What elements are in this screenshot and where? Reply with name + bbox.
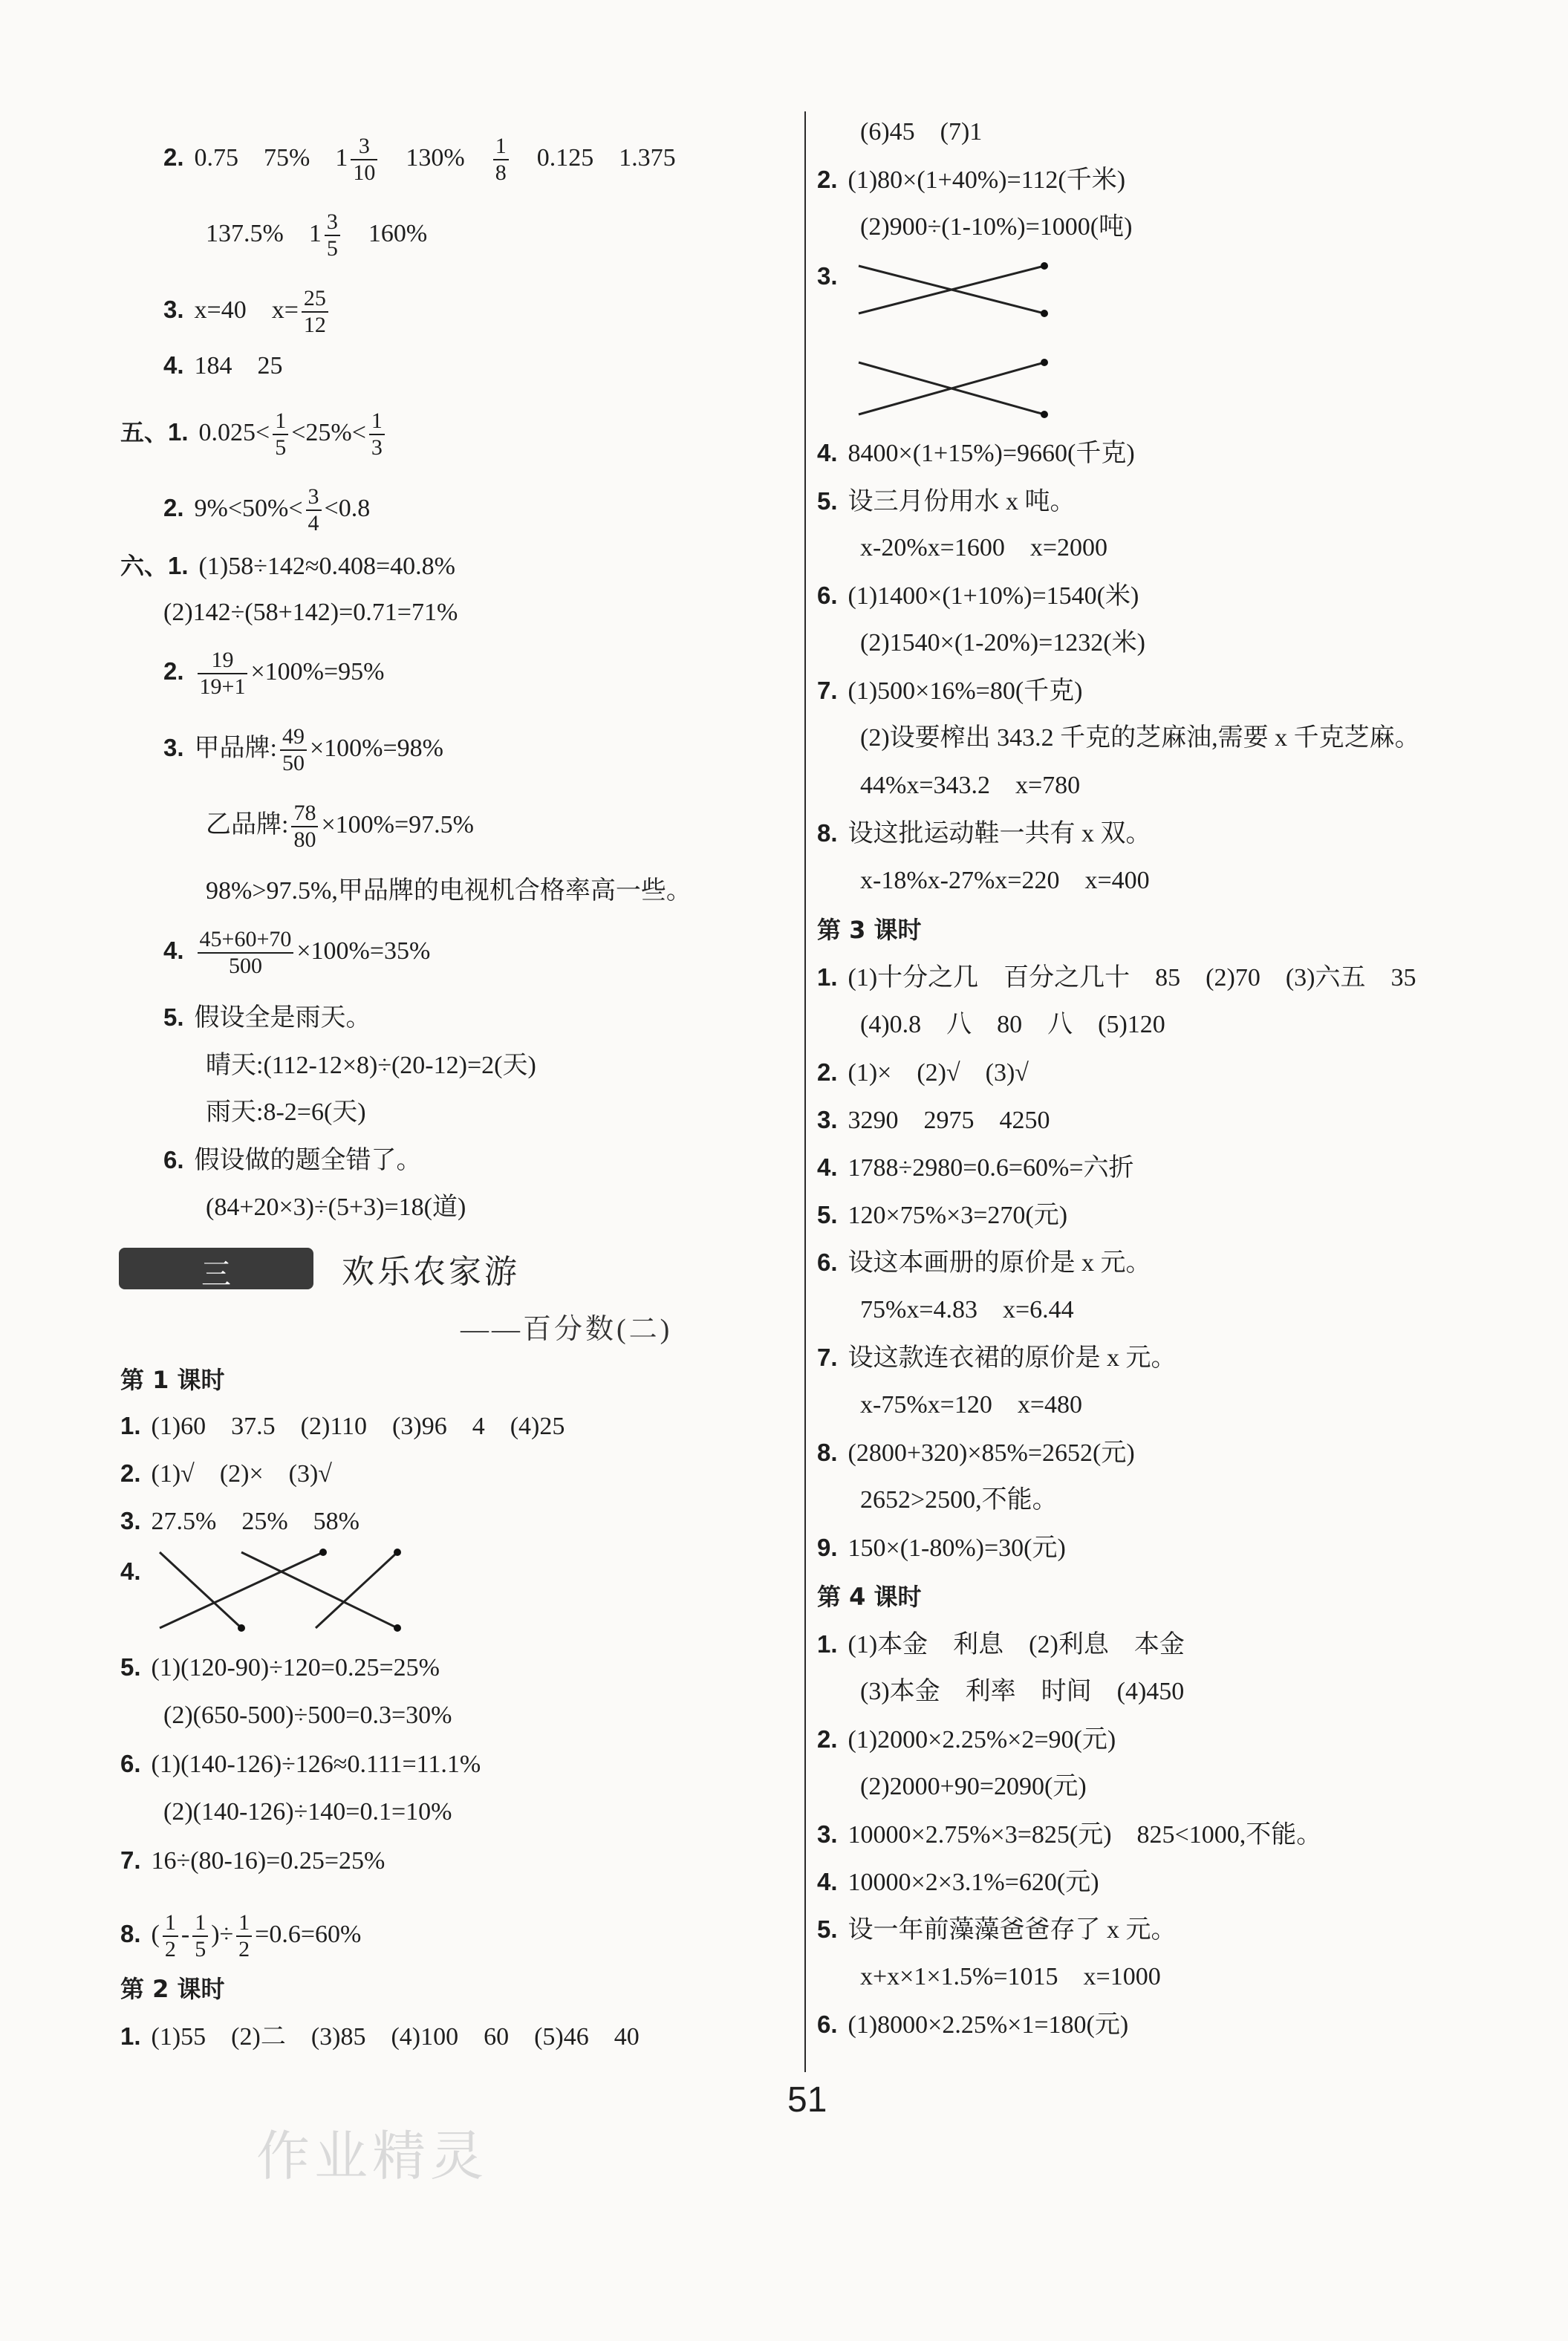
answer-line: 98%>97.5%,甲品牌的电视机合格率高一些。	[206, 877, 692, 905]
answer-line: 乙品牌: $\frac{78}{80}$ ×100%=97.5%	[206, 801, 474, 852]
answer-line: 8. 设这批运动鞋一共有 x 双。	[817, 819, 1151, 847]
answer-line: 5. (1)(120-90)÷120=0.25=25%	[120, 1653, 440, 1681]
match-dot	[1041, 262, 1048, 270]
answer-line: 6. (1)8000×2.25%×1=180(元)	[817, 2010, 1129, 2039]
answer-line: 137.5% 1 $\frac{3}{5}$ 160%	[206, 209, 428, 261]
answer-line: 3. 3290 2975 4250	[817, 1106, 1050, 1134]
match-dot	[238, 1624, 245, 1632]
answer-line: (2)设要榨出 343.2 千克的芝麻油,需要 x 千克芝麻。	[860, 724, 1420, 752]
match-dot	[1041, 310, 1048, 317]
answer-line: 6. 设这本画册的原价是 x 元。	[817, 1248, 1151, 1277]
match-dot	[1041, 359, 1048, 366]
answer-line: (6)45 (7)1	[860, 118, 983, 146]
answer-line: 4. 184 25	[163, 351, 283, 380]
match-dot	[1041, 411, 1048, 418]
answer-line: 2. (1)2000×2.25%×2=90(元)	[817, 1725, 1116, 1754]
answer-line: 6. (1)(140-126)÷126≈0.111=11.1%	[120, 1750, 481, 1778]
fraction: $\frac{45+60+70}{500}$	[198, 927, 294, 979]
answer-line: 2. $\frac{19}{19+1}$ ×100%=95%	[163, 648, 385, 699]
answer-line: 1. (1)十分之几 百分之几十 85 (2)70 (3)六五 35	[817, 963, 1416, 992]
unit-title: 欢乐农家游	[342, 1253, 520, 1291]
fraction: $\frac{3}{5}$	[325, 209, 340, 261]
lesson-heading: 第 4 课时	[817, 1583, 922, 1611]
answer-line: 5. 假设全是雨天。	[163, 1003, 371, 1032]
answer-line: (2)142÷(58+142)=0.71=71%	[163, 599, 458, 626]
watermark: 作业精灵	[256, 2125, 489, 2187]
answer-line: 2. (1)× (2)√ (3)√	[817, 1058, 1029, 1087]
answer-line: 1. (1)55 (2)二 (3)85 (4)100 60 (5)46 40	[120, 2022, 640, 2051]
answer-line: (2)(140-126)÷140=0.1=10%	[163, 1798, 452, 1826]
fraction: $\frac{3}{4}$	[306, 484, 322, 536]
answer-line: x+x×1×1.5%=1015 x=1000	[860, 1963, 1161, 1990]
answer-line: (2)1540×(1-20%)=1232(米)	[860, 629, 1145, 657]
match-dot	[394, 1624, 401, 1632]
answer-line: 六、1. (1)58÷142≈0.408=40.8%	[120, 552, 456, 580]
answer-line: x-18%x-27%x=220 x=400	[860, 867, 1150, 894]
fraction: $\frac{1}{5}$	[273, 408, 288, 460]
fraction: $\frac{1}{3}$	[369, 408, 385, 460]
answer-line: 44%x=343.2 x=780	[860, 772, 1081, 799]
fraction: $\frac{3}{10}$	[351, 134, 377, 186]
fraction: $\frac{19}{19+1}$	[198, 648, 248, 700]
answer-line: (2)900÷(1-10%)=1000(吨)	[860, 213, 1133, 241]
answer-line: 5. 120×75%×3=270(元)	[817, 1201, 1068, 1229]
fraction: $\frac{78}{80}$	[291, 801, 318, 853]
unit-number-badge: 三	[119, 1248, 313, 1289]
answer-line: x-20%x=1600 x=2000	[860, 534, 1107, 561]
answer-line: 2. (1)80×(1+40%)=112(千米)	[817, 166, 1126, 194]
answer-line: (4)0.8 八 80 八 (5)120	[860, 1011, 1165, 1038]
answer-line: 2. (1)√ (2)× (3)√	[120, 1459, 332, 1488]
fraction: $\frac{1}{2}$	[163, 1910, 178, 1962]
answer-line: 9. 150×(1-80%)=30(元)	[817, 1534, 1066, 1562]
answer-line: 1. (1)本金 利息 (2)利息 本金	[817, 1630, 1185, 1658]
answer-line: 7. 16÷(80-16)=0.25=25%	[120, 1846, 386, 1875]
answer-line: 2. 9%<50%< $\frac{3}{4}$ <0.8	[163, 484, 371, 535]
answer-line: 5. 设一年前藻藻爸爸存了 x 元。	[817, 1915, 1177, 1944]
match-dot	[319, 1549, 327, 1556]
column-divider	[804, 111, 806, 2072]
fraction: $\frac{25}{12}$	[302, 286, 328, 338]
answer-line: 4. $\frac{45+60+70}{500}$ ×100%=35%	[163, 927, 431, 978]
answer-line: 4. 8400×(1+15%)=9660(千克)	[817, 439, 1135, 467]
answer-line: 3. 27.5% 25% 58%	[120, 1507, 360, 1535]
answer-line: (84+20×3)÷(5+3)=18(道)	[206, 1194, 466, 1221]
answer-line: 五、1. 0.025< $\frac{1}{5}$ <25%< $\frac{1}{3}$	[120, 408, 388, 460]
answer-line: 8. (2800+320)×85%=2652(元)	[817, 1439, 1135, 1467]
fraction: $\frac{1}{8}$	[493, 134, 509, 186]
answer-line: 75%x=4.83 x=6.44	[860, 1296, 1074, 1323]
answer-line: 7. (1)500×16%=80(千克)	[817, 677, 1083, 705]
page-number: 51	[787, 2080, 827, 2120]
answer-line: 3.	[817, 262, 838, 290]
answer-line: 3. x=40 x= $\frac{25}{12}$	[120, 286, 331, 338]
answer-line: 3. 甲品牌: $\frac{49}{50}$ ×100%=98%	[163, 724, 443, 775]
match-dot	[394, 1549, 401, 1556]
unit-subtitle: ——百分数(二)	[461, 1314, 673, 1345]
answer-line: 4. 10000×2×3.1%=620(元)	[817, 1868, 1099, 1896]
matching-lines-diagram	[152, 1545, 412, 1641]
matching-lines-diagram	[853, 260, 1053, 423]
answer-line: 4. 1788÷2980=0.6=60%=六折	[817, 1153, 1134, 1182]
fraction: $\frac{49}{50}$	[280, 724, 307, 776]
answer-line: (2)2000+90=2090(元)	[860, 1773, 1087, 1800]
answer-line: (2)(650-500)÷500=0.3=30%	[163, 1702, 452, 1729]
answer-line: 4.	[120, 1557, 141, 1585]
answer-line: 3. 10000×2.75%×3=825(元) 825<1000,不能。	[817, 1820, 1322, 1849]
lesson-heading: 第 1 课时	[120, 1366, 225, 1394]
answer-line: 8. ( $\frac{1}{2}$ - $\frac{1}{5}$ )÷ $\frac{1}{2}$ =0.6=60%	[120, 1910, 362, 1961]
lesson-heading: 第 2 课时	[120, 1975, 225, 2003]
answer-line: 5. 设三月份用水 x 吨。	[817, 487, 1076, 515]
answer-line: 6. 假设做的题全错了。	[163, 1146, 422, 1174]
fraction: $\frac{1}{2}$	[236, 1910, 252, 1962]
answer-line: 1. (1)60 37.5 (2)110 (3)96 4 (4)25	[120, 1412, 565, 1440]
answer-line: 晴天:(112-12×8)÷(20-12)=2(天)	[206, 1052, 536, 1079]
answer-line: 2652>2500,不能。	[860, 1486, 1058, 1514]
answer-line: 2. 0.75 75% 1 $\frac{3}{10}$ 130% $\frac{1}{8}$ 0.125 1.375	[163, 134, 676, 185]
fraction: $\frac{1}{5}$	[192, 1910, 208, 1962]
answer-line: 7. 设这款连衣裙的原价是 x 元。	[817, 1344, 1177, 1372]
answer-line: 6. (1)1400×(1+10%)=1540(米)	[817, 582, 1139, 610]
answer-line: (3)本金 利率 时间 (4)450	[860, 1678, 1185, 1705]
answer-line: x-75%x=120 x=480	[860, 1391, 1082, 1419]
answer-line: 雨天:8-2=6(天)	[206, 1098, 366, 1126]
lesson-heading: 第 3 课时	[817, 916, 922, 944]
